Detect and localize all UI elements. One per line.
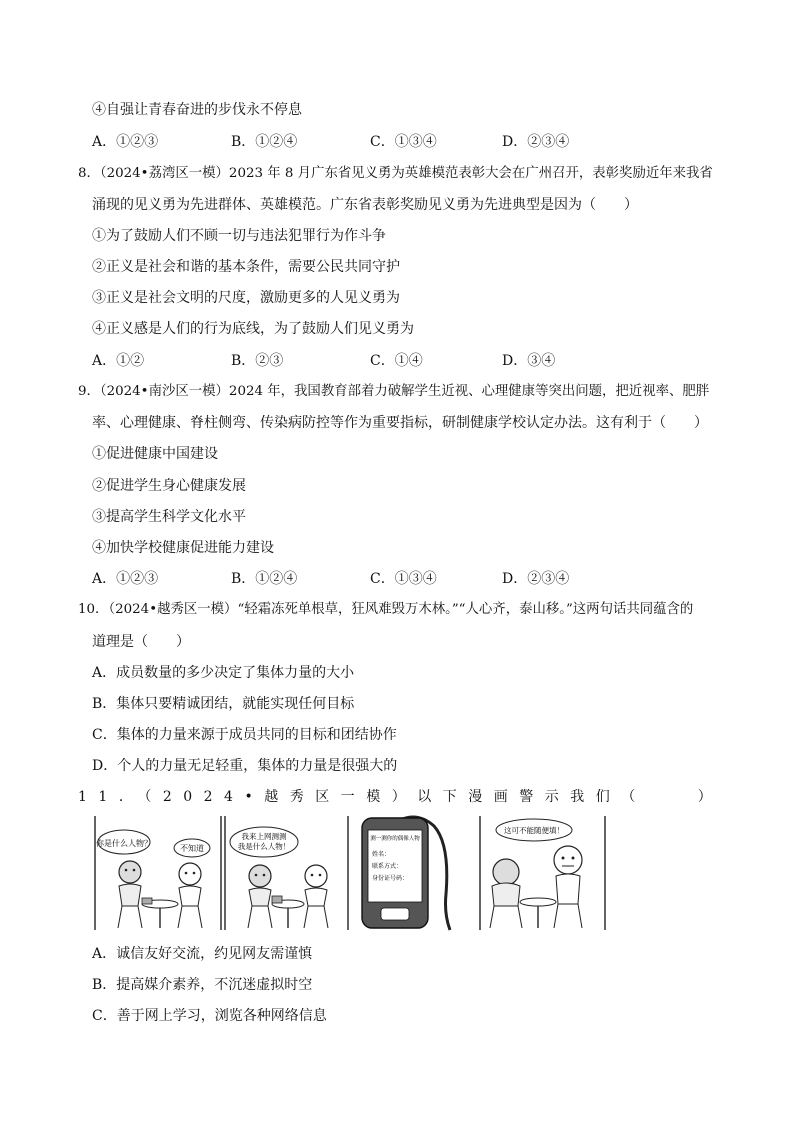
q8-option-b[interactable]: B．②③ — [231, 353, 284, 369]
q11-comic — [94, 814, 606, 932]
comic-bubble-3b: 我是什么人物！ — [237, 842, 291, 851]
q8-option-a[interactable]: A．①② — [92, 353, 145, 369]
phone-field-name: 姓名： — [372, 851, 391, 858]
q8-option-d[interactable]: D．③④ — [502, 353, 556, 369]
q7-option-b[interactable]: B．①②④ — [231, 134, 298, 150]
q10-option-c[interactable]: C．集体的力量来源于成员共同的目标和团结协作 — [92, 727, 397, 743]
q8-item-1: ①为了鼓励人们不顾一切与违法犯罪行为作斗争 — [92, 228, 386, 244]
q7-option-c[interactable]: C．①③④ — [370, 134, 437, 150]
comic-bubble-2: 不知道 — [180, 844, 204, 853]
q10-stem-line1: 10．（2024•越秀区一模）“轻霜冻死单根草，狂风难毁万木林。”“人心齐，泰山移。”这两句话共同蕴含的 — [78, 602, 694, 617]
q10-option-d[interactable]: D．个人的力量无足轻重，集体的力量是很强大的 — [92, 758, 398, 774]
comic-bubble-3a: 我来上网测测 — [241, 832, 287, 841]
q9-item-3: ③提高学生科学文化水平 — [92, 509, 246, 525]
comic-bubble-4: 这可不能随便填！ — [504, 826, 564, 835]
q10-option-a[interactable]: A．成员数量的多少决定了集体力量的大小 — [92, 665, 355, 681]
q9-option-b[interactable]: B．①②④ — [231, 571, 298, 587]
q10-option-b[interactable]: B．集体只要精诚团结，就能实现任何目标 — [92, 696, 355, 712]
q8-stem-line2: 涌现的见义勇为先进群体、英雄模范。广东省表彰奖励见义勇为先进典型是因为（ ） — [92, 197, 638, 213]
comic-panel-2 — [225, 816, 348, 930]
comic-bubble-1: 你是什么人物？ — [96, 839, 152, 848]
q9-option-d[interactable]: D．②③④ — [502, 571, 570, 587]
q8-stem-line1: 8．（2024•荔湾区一模）2023 年 8 月广东省见义勇为英雄模范表彰大会在广州召开，表彰奖励近年来我省 — [78, 166, 713, 181]
q7-option-d[interactable]: D．②③④ — [502, 134, 570, 150]
q10-stem-line2: 道理是（ ） — [92, 634, 190, 650]
q11-option-a[interactable]: A．诚信友好交流，约见网友需谨慎 — [92, 946, 313, 962]
q9-item-1: ①促进健康中国建设 — [92, 446, 218, 462]
q11-option-b[interactable]: B．提高媒介素养，不沉迷虚拟时空 — [92, 977, 313, 993]
q8-option-c[interactable]: C．①④ — [370, 353, 423, 369]
q8-item-3: ③正义是社会文明的尺度，激励更多的人见义勇为 — [92, 290, 400, 306]
phone-field-contact: 联系方式： — [372, 863, 403, 870]
q9-option-a[interactable]: A．①②③ — [92, 571, 159, 587]
q11-option-c[interactable]: C．善于网上学习，浏览各种网络信息 — [92, 1008, 327, 1024]
q8-item-4: ④正义感是人们的行为底线，为了鼓励人们见义勇为 — [92, 321, 414, 337]
comic-panel-1 — [95, 816, 221, 930]
q9-stem-line1: 9．（2024•南沙区一模）2024 年，我国教育部着力破解学生近视、心理健康等突出问题，把近视率、肥胖 — [78, 384, 710, 399]
comic-panel-4 — [480, 816, 605, 930]
phone-title: 测一测你的偶像人物 — [370, 836, 420, 842]
q9-item-2: ②促进学生身心健康发展 — [92, 478, 246, 494]
comic-panel-3-phone — [362, 817, 450, 930]
phone-field-id: 身份证号码： — [372, 875, 409, 882]
q11-stem: 11．（2024•越秀区一模）以下漫画警示我们（ ） — [78, 789, 724, 805]
q9-stem-line2: 率、心理健康、脊柱侧弯、传染病防控等作为重要指标，研制健康学校认定办法。这有利于（ ） — [92, 415, 708, 431]
q9-option-c[interactable]: C．①③④ — [370, 571, 437, 587]
q9-item-4: ④加快学校健康促进能力建设 — [92, 540, 274, 556]
q7-option-a[interactable]: A．①②③ — [92, 134, 159, 150]
q8-item-2: ②正义是社会和谐的基本条件，需要公民共同守护 — [92, 259, 400, 275]
q7-item-4: ④自强让青春奋进的步伐永不停息 — [92, 102, 302, 118]
